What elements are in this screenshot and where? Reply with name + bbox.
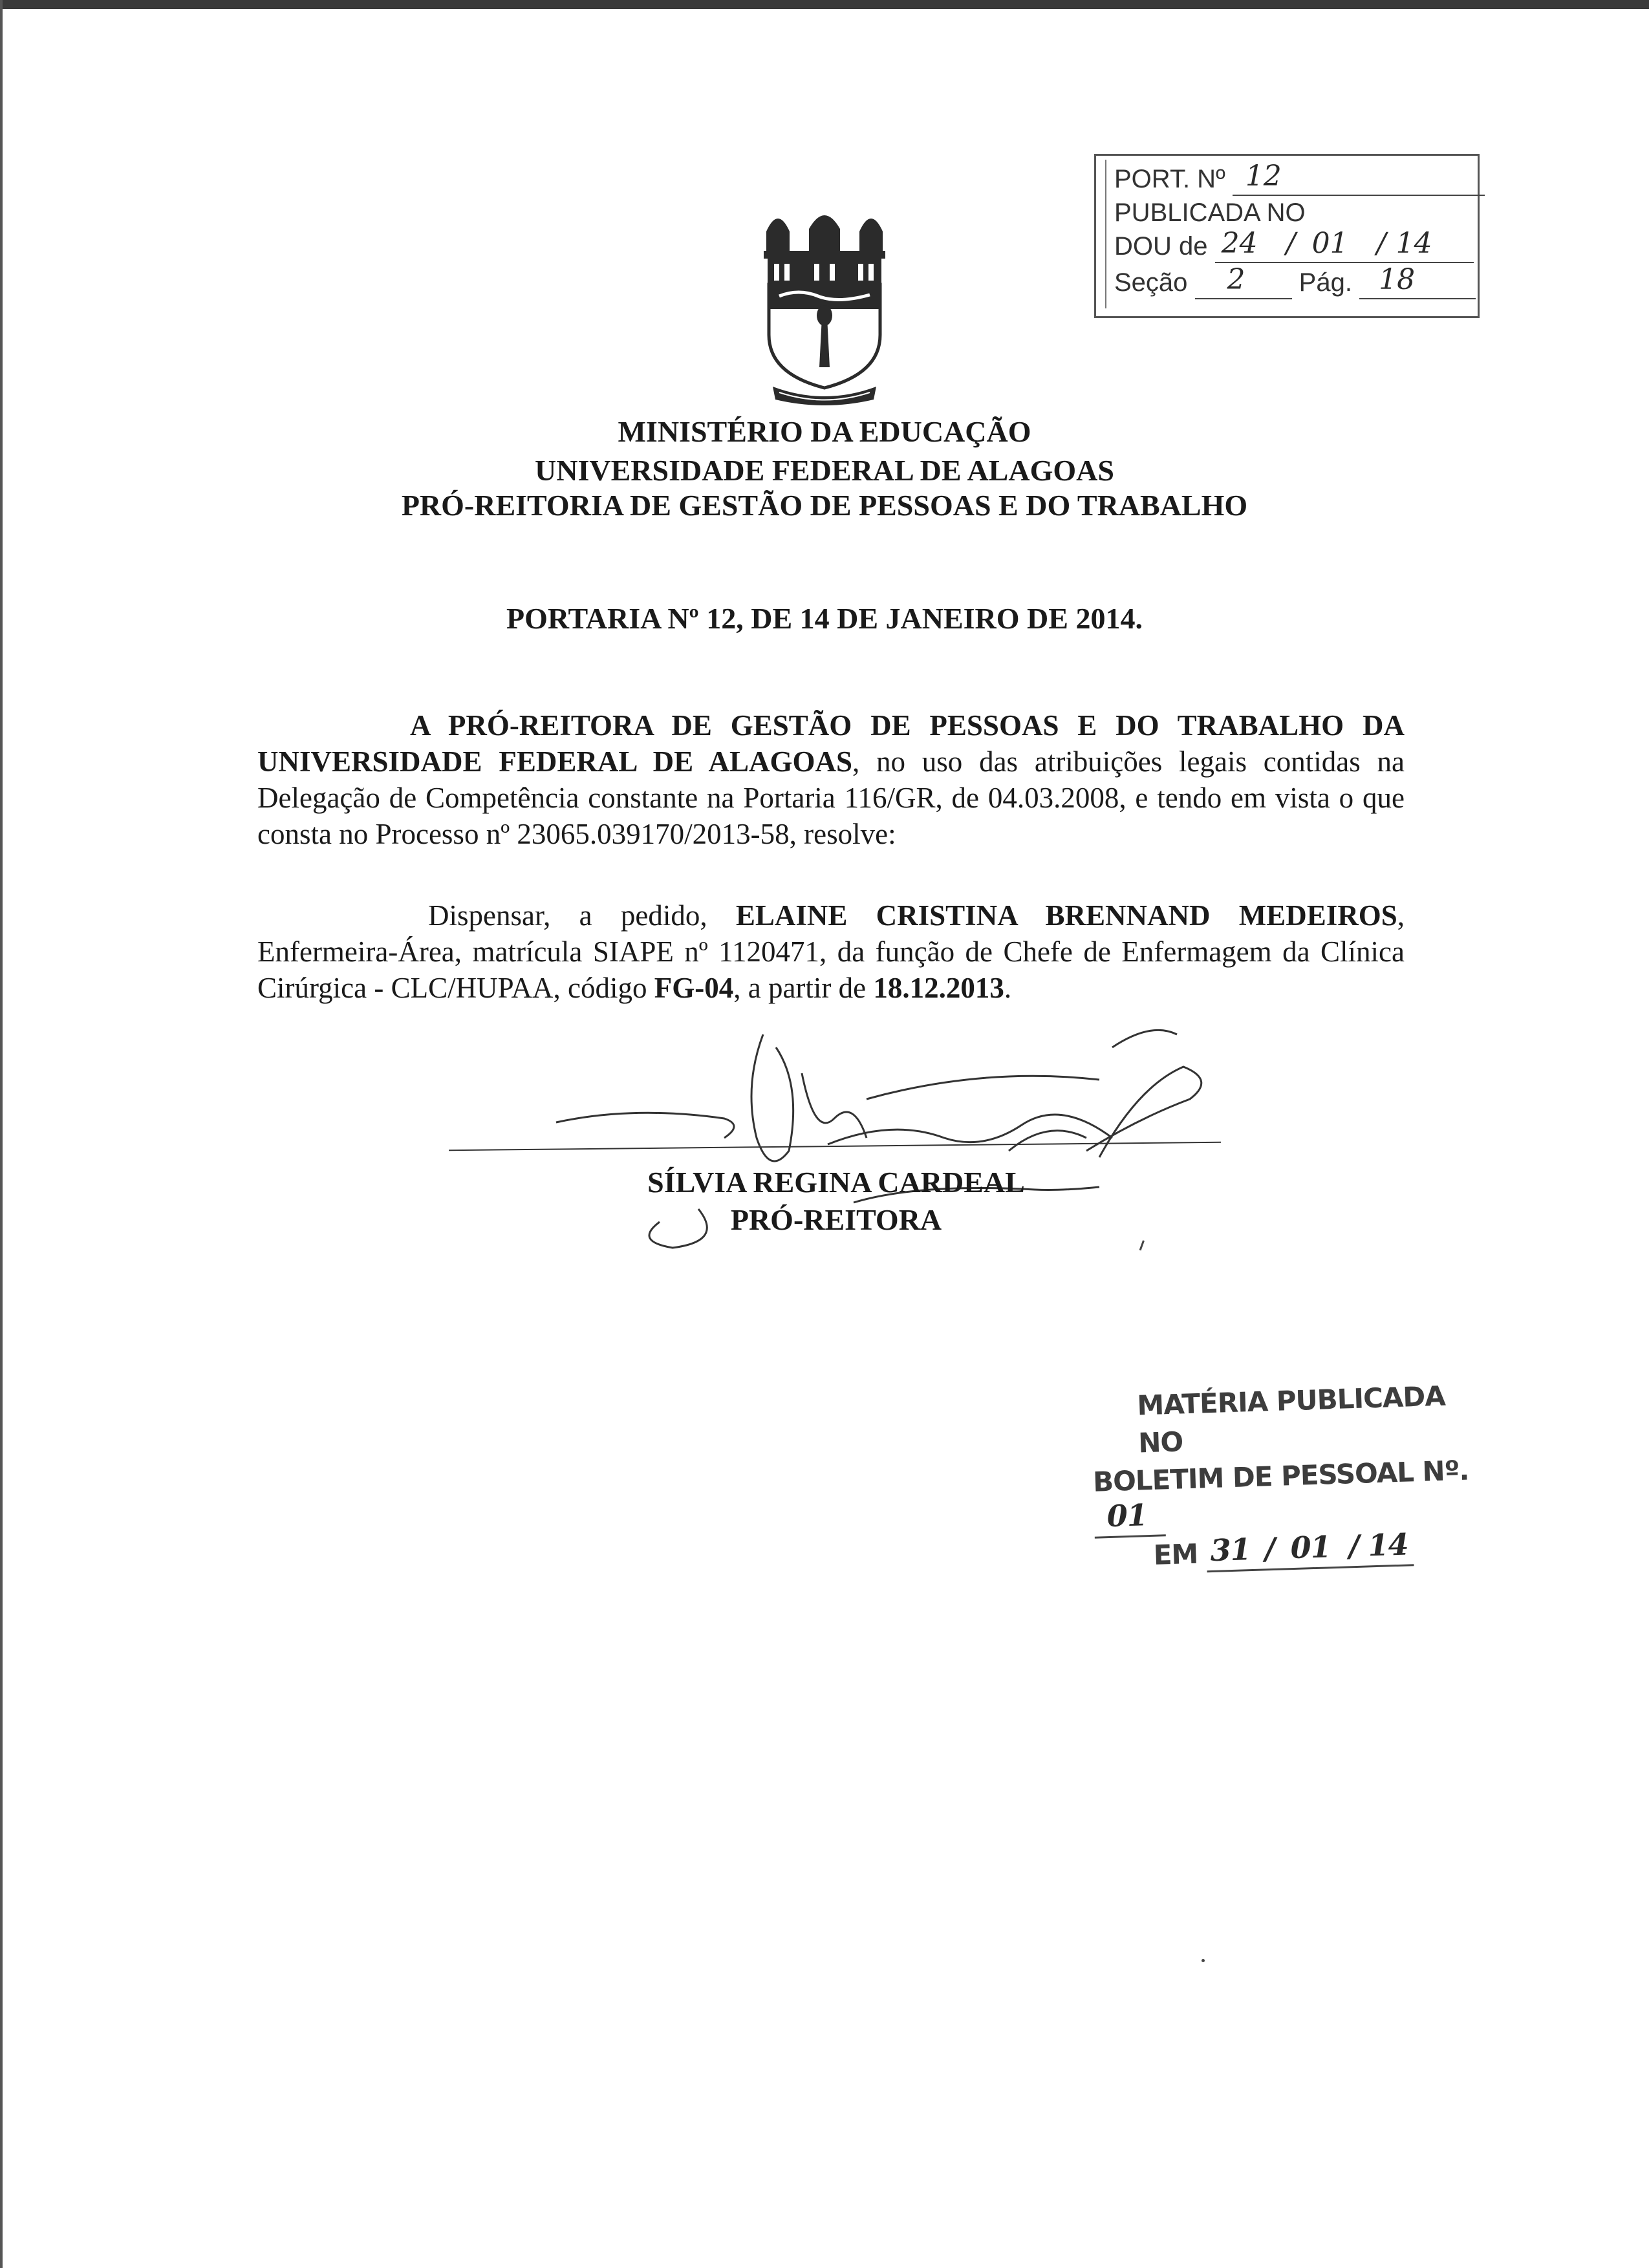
stamp-port-row — [1114, 162, 1485, 196]
boletim-label: BOLETIM DE PESSOAL Nº. — [1092, 1454, 1470, 1498]
stamp-secao-field — [1195, 263, 1292, 299]
header-universidade: UNIVERSIDADE FEDERAL DE ALAGOAS — [535, 454, 1114, 487]
handwritten-signature — [530, 1009, 1242, 1280]
stamp-publicada-label: PUBLICADA NO — [1114, 198, 1306, 227]
boletim-month: 01 — [1289, 1529, 1331, 1566]
boletim-day: 31 — [1209, 1532, 1251, 1568]
stamp-port-label: PORT. Nº — [1114, 165, 1225, 193]
scan-left-edge — [0, 0, 3, 2268]
stamp-port-value: 12 — [1245, 160, 1282, 193]
signatory-role: PRÓ-REITORA — [730, 1203, 942, 1236]
stamp-pag-label: Pág. — [1299, 268, 1352, 297]
stamp-secao-row — [1114, 263, 1476, 299]
stamp-inner-frame — [1105, 160, 1469, 308]
boletim-em-label: EM — [1152, 1537, 1198, 1571]
dou-publication-stamp — [1094, 154, 1480, 318]
stamp-dou-slash-1: / — [1286, 227, 1296, 260]
header-ministerio: MINISTÉRIO DA EDUCAÇÃO — [618, 415, 1031, 448]
boletim-slash-1: / — [1264, 1530, 1276, 1567]
boletim-number-field — [1094, 1497, 1165, 1538]
stamp-secao-label: Seção — [1114, 268, 1188, 297]
resolution-text-3: , a partir de — [733, 972, 874, 1004]
boletim-year: 14 — [1367, 1526, 1409, 1563]
preamble-text: , no uso das atribuições legais contidas na Delegação de Competência constante na Portaria 116/GR, de 04.03.2008, e tendo em vista o que consta no Processo nº 23065.039170/2013-58, resolve: — [257, 745, 1405, 850]
stamp-dou-year: 14 — [1396, 227, 1432, 260]
stamp-dou-field — [1215, 227, 1474, 263]
university-emblem — [760, 206, 889, 411]
paragraph-preamble — [257, 707, 1405, 852]
stamp-dou-slash-2: / — [1376, 227, 1386, 260]
stamp-secao-value: 2 — [1227, 263, 1245, 296]
stamp-dou-row — [1114, 227, 1474, 263]
stamp-dou-month: 01 — [1311, 227, 1348, 260]
resolution-text-1: Dispensar, a pedido, — [428, 899, 736, 932]
stamp-pag-value: 18 — [1379, 263, 1416, 296]
boletim-stamp-line2 — [1092, 1451, 1495, 1538]
signatory-block — [626, 1164, 1046, 1239]
stamp-pag-field — [1359, 263, 1476, 299]
boletim-stamp-line1: MATÉRIA PUBLICADA NO — [1136, 1380, 1446, 1459]
boletim-number: 01 — [1106, 1497, 1148, 1534]
stamp-publicada-row — [1114, 196, 1306, 230]
resolution-text-4: . — [1004, 972, 1012, 1004]
scan-top-edge — [0, 0, 1649, 9]
stamp-port-field — [1233, 160, 1485, 196]
boletim-date-field — [1206, 1526, 1414, 1572]
resolution-text-2: , Enfermeira-Área, matrícula SIAPE nº 1120471, da função de Chefe de Enfermagem da Clínica Cirúrgica - CLC/HUPAA, código — [257, 899, 1405, 1004]
resolution-date: 18.12.2013 — [873, 972, 1004, 1004]
stamp-dou-label: DOU de — [1114, 232, 1208, 261]
boletim-publication-stamp — [1090, 1376, 1497, 1576]
portaria-title: PORTARIA Nº 12, DE 14 DE JANEIRO DE 2014. — [506, 602, 1143, 635]
signatory-name: SÍLVIA REGINA CARDEAL — [647, 1166, 1025, 1199]
boletim-slash-2: / — [1348, 1528, 1360, 1564]
stamp-dou-day: 24 — [1221, 227, 1258, 260]
resolution-employee-name: ELAINE CRISTINA BRENNAND MEDEIROS — [735, 899, 1397, 932]
paragraph-resolution — [257, 897, 1405, 1006]
resolution-code: FG-04 — [654, 972, 734, 1004]
scan-speck — [1202, 1959, 1205, 1962]
header-pro-reitoria: PRÓ-REITORIA DE GESTÃO DE PESSOAS E DO TRABALHO — [401, 489, 1248, 522]
preamble-authority: A PRÓ-REITORA DE GESTÃO DE PESSOAS E DO TRABALHO DA UNIVERSIDADE FEDERAL DE ALAGOAS — [257, 709, 1405, 778]
